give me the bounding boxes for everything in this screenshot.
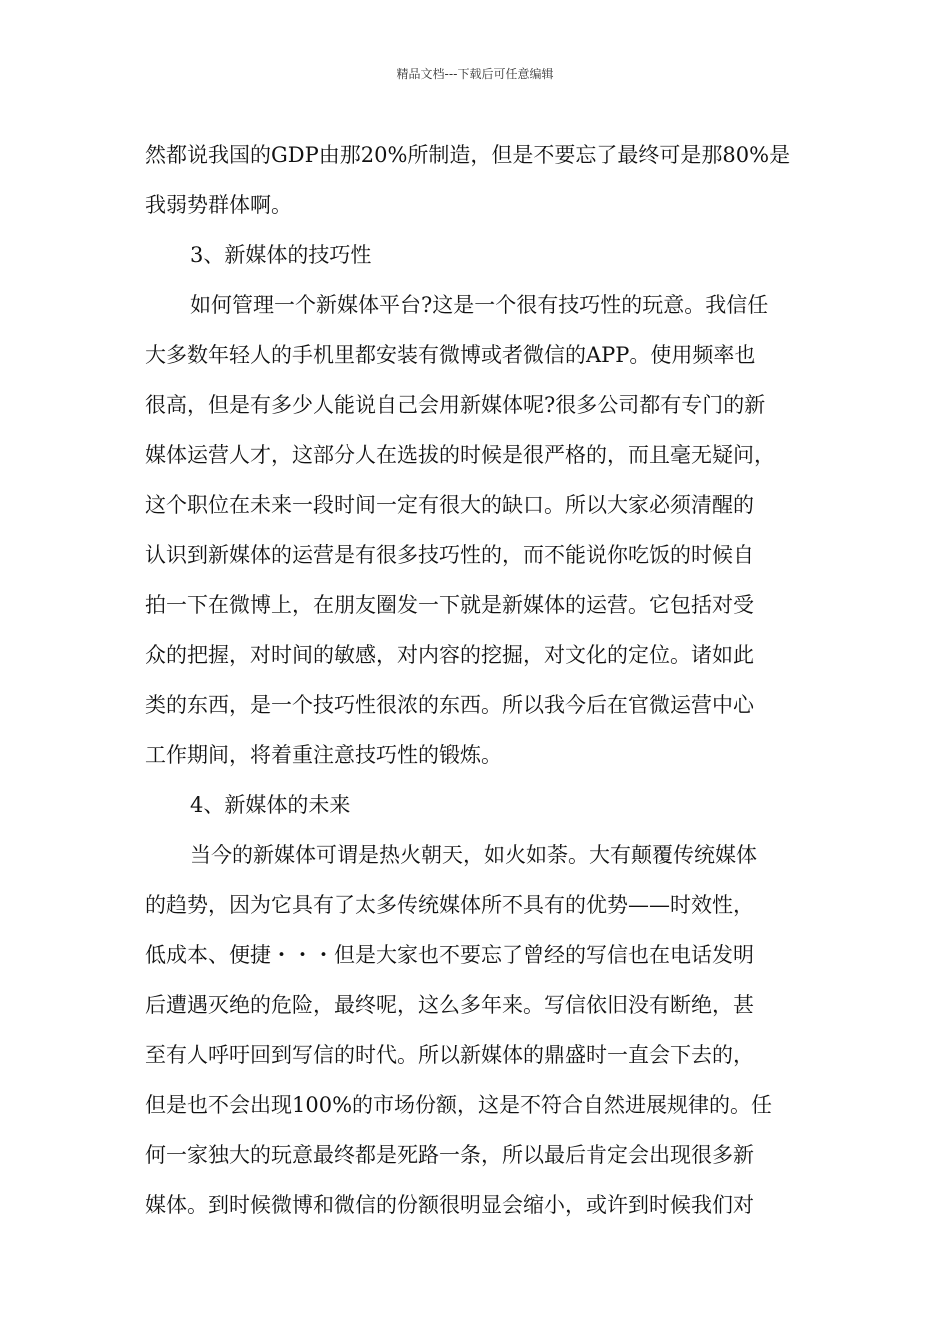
text-line: 大多数年轻人的手机里都安装有微博或者微信的APP。使用频率也 [145, 343, 756, 367]
text-line: 3、新媒体的技巧性 [190, 243, 372, 267]
text-line: 媒体运营人才，这部分人在选拔的时候是很严格的，而且毫无疑问， [145, 443, 775, 467]
text-line: 拍一下在微博上，在朋友圈发一下就是新媒体的运营。它包括对受 [145, 593, 754, 617]
text-line: 众的把握，对时间的敏感，对内容的挖掘，对文化的定位。诸如此 [145, 643, 754, 667]
text-line: 类的东西，是一个技巧性很浓的东西。所以我今后在官微运营中心 [145, 693, 754, 717]
text-line: 但是也不会出现100%的市场份额，这是不符合自然进展规律的。任 [145, 1093, 773, 1117]
text-line: 4、新媒体的未来 [190, 793, 351, 817]
text-line: 很高，但是有多少人能说自己会用新媒体呢?很多公司都有专门的新 [145, 393, 766, 417]
text-line: 的趋势，因为它具有了太多传统媒体所不具有的优势——时效性， [145, 893, 754, 917]
document-body [145, 130, 809, 1230]
text-line: 媒体。到时候微博和微信的份额很明显会缩小，或许到时候我们对 [145, 1193, 754, 1217]
text-line: 我弱势群体啊。 [145, 193, 292, 217]
text-line: 低成本、便捷・・・但是大家也不要忘了曾经的写信也在电话发明 [145, 943, 754, 967]
text-line: 这个职位在未来一段时间一定有很大的缺口。所以大家必须清醒的 [145, 493, 754, 517]
text-line: 然都说我国的GDP由那20%所制造，但是不要忘了最终可是那80%是 [145, 143, 791, 167]
text-line: 工作期间，将着重注意技巧性的锻炼。 [145, 743, 502, 767]
text-line: 当今的新媒体可谓是热火朝天，如火如荼。大有颠覆传统媒体 [190, 843, 757, 867]
page-header: 精品文档---下载后可任意编辑 [396, 67, 554, 81]
text-line: 认识到新媒体的运营是有很多技巧性的，而不能说你吃饭的时候自 [145, 543, 754, 567]
text-line: 至有人呼吁回到写信的时代。所以新媒体的鼎盛时一直会下去的， [145, 1043, 754, 1067]
text-line: 如何管理一个新媒体平台?这是一个很有技巧性的玩意。我信任 [190, 293, 769, 317]
text-line: 何一家独大的玩意最终都是死路一条，所以最后肯定会出现很多新 [145, 1143, 754, 1167]
text-line: 后遭遇灭绝的危险，最终呢，这么多年来。写信依旧没有断绝，甚 [145, 993, 754, 1017]
